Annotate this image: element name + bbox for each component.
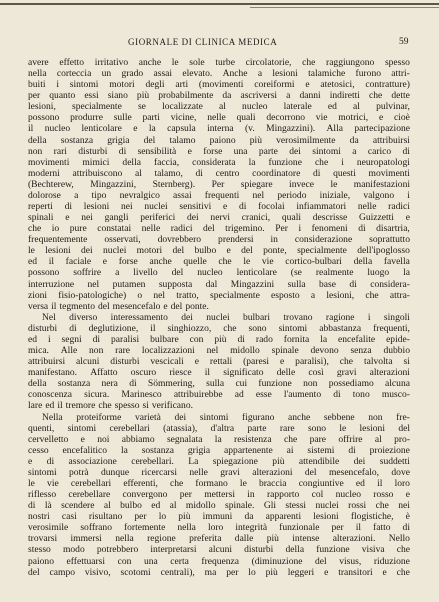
text-line: buiti i sintomi motori degli arti (movimenti coreiformi e atetosici, contratture) [28, 79, 410, 91]
text-line: mica. Alle non rare localizzazioni nel midollo spinale devono senza dubbio [28, 345, 410, 357]
text-line: ed il faciale e forse anche quelle che le vie cortico-bulbari della favella [28, 256, 410, 268]
text-line: della sostanza grigia del talamo paiono più verosimilmente da attribuirsi [28, 134, 410, 146]
body-text [28, 57, 410, 578]
text-line: interruzione nel putamen supposta dal Mingazzini sulla base di considera- [28, 278, 410, 290]
top-rule-secondary [250, 7, 439, 8]
text-line: riflesso cerebellare convergono per mettersi in rapporto col nucleo rosso e [28, 489, 410, 501]
text-line: trovarsi immersi nella regione preferita dalle più intense alterazioni. Nello [28, 533, 410, 545]
journal-title: GIORNALE DI CLINICA MEDICA [128, 37, 278, 47]
text-line: spinali e nei gangli periferici dei nervi cranici, quali descrisse Guizzetti e [28, 212, 410, 224]
text-line: movimenti mimici della faccia, considerata la funzione che i neuropatologi [28, 156, 410, 168]
text-line: nella corteccia un grado assai elevato. Anche a lesioni talamiche furono attri- [28, 68, 410, 80]
text-line: attribuirsi alcuni disturbi vescicali e rettali (paresi e paralisi), che talvolta si [28, 356, 410, 368]
text-line: versa il tegmento del mesencefalo e del ponte. [28, 300, 209, 312]
text-line: frequentemente osservati, dovrebbero prendersi in considerazione soprattutto [28, 234, 410, 246]
text-line: possono soffrire a livello del nucleo lenticolare (se realmente luogo la [28, 267, 410, 279]
text-line: Nella proteiforme varietà dei sintomi figurano anche sebbene non fre- [42, 411, 410, 423]
text-line: dolorose a tipo nevralgico assai frequenti nel periodo iniziale, valgono i [28, 189, 410, 201]
text-line: reperti di lesioni nei nuclei sensitivi e di focolai infiammatori nelle radici [28, 201, 410, 213]
text-line: disturbi di deglutizione, il singhiozzo, che sono sintomi abbastanza frequenti, [28, 322, 410, 334]
text-line: paiono effettuarsi con una certa frequenza (diminuzione del visus, riduzione [28, 555, 410, 567]
text-line: avere effetto irritativo anche le sole turbe circolatorie, che raggiungono spesso [28, 57, 410, 68]
text-line: le lesioni dei nuclei motori del bulbo e del ponte, specialmente dell'ipoglosso [28, 245, 410, 257]
text-line: del campo visivo, scotomi centrali), ma per lo più leggeri e transitori e che [28, 566, 410, 578]
text-line: stesso modo potrebbero interpretarsi alcuni disturbi della funzione visiva che [28, 544, 410, 556]
text-line: sintomi potrà dunque ricercarsi nelle gravi alterazioni del mesencefalo, dove [28, 466, 410, 478]
text-line: moderni attribuiscono al talamo, di centro coordinatore di questi movimenti [28, 167, 410, 179]
text-line: cesso encefalitico la sostanza grigia appartenente ai sistemi di proiezione [28, 444, 410, 456]
top-rule [0, 3, 439, 5]
text-line: le vie cerebellari efferenti, che formano le braccia congiuntive ed il loro [28, 477, 410, 489]
running-head [0, 37, 439, 51]
text-line: cervelletto e noi abbiamo segnalata la resistenza che pare offrire al pro- [28, 433, 410, 445]
text-line: manifestano. Affatto oscuro riesce il significato delle così gravi alterazioni [28, 367, 410, 379]
text-line: possono produrre sulle parti vicine, nelle quali decorrono vie motrici, e cioè [28, 112, 410, 124]
page-number: 59 [399, 37, 409, 47]
text-line: conoscenza sicura. Marinesco attribuirebbe ad esse l'aumento di tono musco- [28, 389, 410, 401]
text-line: il nucleo lenticolare e la capsula interna (v. Mingazzini). Alla partecipazione [28, 123, 410, 135]
text-line: lare ed il tremore che spesso si verificano. [28, 400, 193, 412]
text-line: per quanto essi siano più probabilmente da ascriversi a danni indiretti che dette [28, 90, 410, 102]
text-line: lesioni, specialmente se localizzate al nucleo laterale ed al pulvinar, [28, 101, 410, 113]
text-line: ed i segni di paralisi bulbare con più di rado fornita la encefalite epide- [28, 333, 410, 345]
text-line: della sostanza nera di Sömmering, sulla cui funzione non possediamo alcuna [28, 378, 410, 390]
text-line: quenti, sintomi cerebellari (atassia), d'altra parte rare sono le lesioni del [28, 422, 410, 434]
text-line: che io pure constatai nelle radici del trigemino. Per i fenomeni di disartria, [28, 223, 410, 235]
text-line: zioni fisio-patologiche) o nel tratto, specialmente esposto a lesioni, che attra- [28, 289, 410, 301]
text-line: e di associazione cerebellari. La spiegazione più attendibile dei suddetti [28, 455, 410, 467]
text-line: (Bechterew, Mingazzini, Sternberg). Per spiegare invece le manifestazioni [28, 178, 410, 190]
text-line: verosimile soffrano fortemente nella loro integrità funzionale per il fatto di [28, 522, 410, 534]
text-line: di là scendere al bulbo ed al midollo spinale. Gli stessi nuclei rossi che nei [28, 500, 410, 512]
text-line: non rari disturbi di sensibilità e forse una parte dei sintomi a carico di [28, 145, 410, 157]
text-line: nostri casi risultano per lo più immuni da apparenti lesioni flogistiche, è [28, 511, 410, 523]
text-line: Nel diverso interessamento dei nuclei bulbari trovano ragione i singoli [42, 311, 410, 323]
